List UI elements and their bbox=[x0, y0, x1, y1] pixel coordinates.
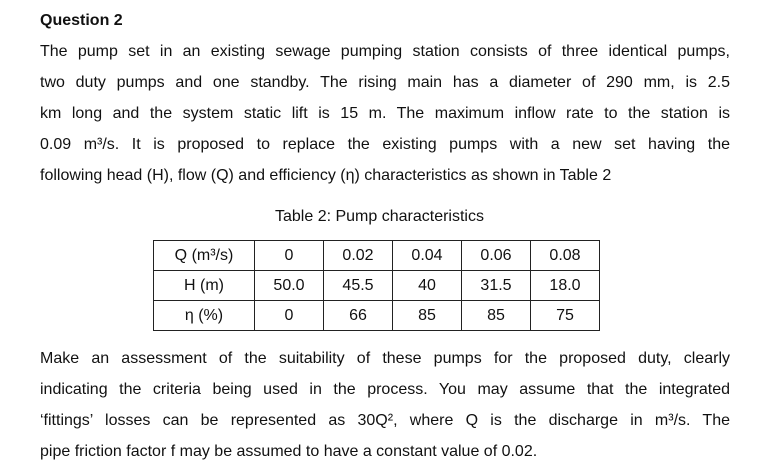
table-cell: 0 bbox=[255, 241, 324, 271]
paragraph-line: The pump set in an existing sewage pumping station consists of three identical pumps, bbox=[40, 43, 730, 60]
table-caption bbox=[0, 207, 759, 227]
table-cell: 66 bbox=[324, 301, 393, 331]
row-header-efficiency: η (%) bbox=[154, 301, 255, 331]
table-cell: 50.0 bbox=[255, 271, 324, 301]
pump-characteristics-table bbox=[153, 240, 600, 331]
paragraph-line: pipe friction factor f may be assumed to have a constant value of 0.02. bbox=[40, 443, 538, 460]
row-header-head: H (m) bbox=[154, 271, 255, 301]
table-cell: 0.08 bbox=[531, 241, 600, 271]
table-cell: 45.5 bbox=[324, 271, 393, 301]
table-row-head bbox=[154, 271, 600, 301]
paragraph-line: Make an assessment of the suitability of these pumps for the proposed duty, clearly bbox=[40, 350, 730, 367]
table-cell: 75 bbox=[531, 301, 600, 331]
paragraph-line: ‘fittings’ losses can be represented as 30Q², where Q is the discharge in m³/s. The bbox=[40, 412, 730, 429]
paragraph-line: following head (H), flow (Q) and efficiency (η) characteristics as shown in Table 2 bbox=[40, 167, 612, 184]
table-row-efficiency bbox=[154, 301, 600, 331]
table-cell: 85 bbox=[393, 301, 462, 331]
table-cell: 31.5 bbox=[462, 271, 531, 301]
table-caption-text: Table 2: Pump characteristics bbox=[275, 208, 484, 225]
paragraph-line: indicating the criteria being used in the process. You may assume that the integrated bbox=[40, 381, 730, 398]
table-cell: 0 bbox=[255, 301, 324, 331]
paragraph-line: km long and the system static lift is 15 m. The maximum inflow rate to the station is bbox=[40, 105, 730, 122]
table-cell: 0.04 bbox=[393, 241, 462, 271]
table-cell: 0.02 bbox=[324, 241, 393, 271]
question-heading: Question 2 bbox=[40, 12, 123, 29]
table-cell: 85 bbox=[462, 301, 531, 331]
table-row-flow bbox=[154, 241, 600, 271]
paragraph-line: 0.09 m³/s. It is proposed to replace the existing pumps with a new set having the bbox=[40, 136, 730, 153]
row-header-flow: Q (m³/s) bbox=[154, 241, 255, 271]
table-cell: 40 bbox=[393, 271, 462, 301]
question-task-paragraph bbox=[40, 343, 730, 467]
question-intro-paragraph bbox=[40, 36, 730, 191]
paragraph-line: two duty pumps and one standby. The rising main has a diameter of 290 mm, is 2.5 bbox=[40, 74, 730, 91]
table-cell: 18.0 bbox=[531, 271, 600, 301]
table-cell: 0.06 bbox=[462, 241, 531, 271]
